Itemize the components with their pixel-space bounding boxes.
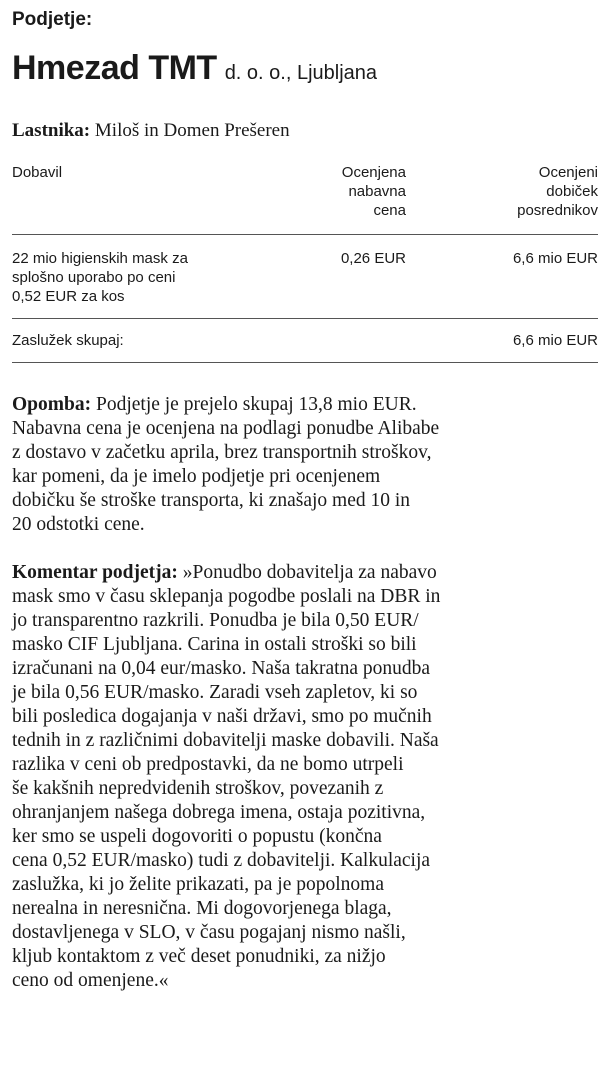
column-header-profit: Ocenjeni dobiček posrednikov xyxy=(517,164,598,219)
comment-line: ceno od omenjene.« xyxy=(12,970,169,991)
cell-price: 0,26 EUR xyxy=(272,235,406,319)
comment-line: je bila 0,56 EUR/masko. Zaradi vseh zapletov, ki so xyxy=(12,682,418,703)
comment-paragraph xyxy=(12,561,594,993)
comment-line: masko CIF Ljubljana. Carina in ostali stroški so bili xyxy=(12,634,417,655)
comment-line: nerealna in neresnična. Mi dogovorjenega blaga, xyxy=(12,898,392,919)
comment-line: kljub kontaktom z več deset ponudniki, za nižjo xyxy=(12,946,386,967)
cell-profit: 6,6 mio EUR xyxy=(406,235,598,319)
note-line: dobičku še stroške transporta, ki znašajo med 10 in xyxy=(12,490,411,511)
company-line xyxy=(12,48,598,95)
comment-line: mask smo v času sklepanja pogodbe poslali na DBR in xyxy=(12,586,441,607)
comment-line: dostavljenega v SLO, v času pogajanj nismo našli, xyxy=(12,922,406,943)
comment-line: razlika v ceni ob predpostavki, da ne bomo utrpeli xyxy=(12,754,404,775)
cell-supplier: 22 mio higienskih mask za splošno uporabo po ceni 0,52 EUR za kos xyxy=(12,235,272,319)
note-line: kar pomeni, da je imelo podjetje pri ocenjenem xyxy=(12,466,381,487)
note-paragraph xyxy=(12,393,594,537)
owners-label: Lastnika: xyxy=(12,120,91,141)
comment-line: še kakšnih nepredvidenih stroškov, povezanih z xyxy=(12,778,384,799)
total-spacer xyxy=(272,319,406,363)
total-value: 6,6 mio EUR xyxy=(406,319,598,363)
comment-line: zaslužka, ki jo želite prikazati, pa je popolnoma xyxy=(12,874,384,895)
column-header-price: Ocenjena nabavna cena xyxy=(341,164,406,219)
note-line: 20 odstotki cene. xyxy=(12,514,145,535)
section-label: Podjetje: xyxy=(12,9,93,30)
comment-label: Komentar podjetja: xyxy=(12,562,178,583)
note-line: Podjetje je prejelo skupaj 13,8 mio EUR. xyxy=(91,394,417,415)
supplier-table xyxy=(12,163,598,363)
company-suffix: d. o. o., Ljubljana xyxy=(224,62,378,84)
company-name: Hmezad TMT xyxy=(12,49,217,87)
note-line: z dostavo v začetku aprila, brez transportnih stroškov, xyxy=(12,442,432,463)
comment-line: cena 0,52 EUR/masko) tudi z dobavitelji. Kalkulacija xyxy=(12,850,431,871)
note-label: Opomba: xyxy=(12,394,92,415)
comment-line: »Ponudbo dobavitelja za nabavo xyxy=(177,562,437,583)
note-line: Nabavna cena je ocenjena na podlagi ponudbe Alibabe xyxy=(12,418,440,439)
table-row xyxy=(12,235,598,319)
comment-line: ker smo se uspeli dogovoriti o popustu (končna xyxy=(12,826,382,847)
table-header-row xyxy=(12,163,598,235)
comment-line: ohranjanjem našega dobrega imena, ostaja pozitivna, xyxy=(12,802,426,823)
column-header-supplier: Dobavil xyxy=(12,164,63,181)
table-total-row xyxy=(12,319,598,363)
comment-line: tednih in z različnimi dobavitelji maske dobavili. Naša xyxy=(12,730,439,751)
total-label: Zaslužek skupaj: xyxy=(12,319,272,363)
comment-line: bili posledica dogajanja v naši državi, smo po mučnih xyxy=(12,706,432,727)
owners-line xyxy=(12,119,598,143)
comment-line: izračunani na 0,04 eur/masko. Naša takratna ponudba xyxy=(12,658,431,679)
comment-line: jo transparentno razkrili. Ponudba je bila 0,50 EUR/ xyxy=(12,610,419,631)
owners-value: Miloš in Domen Prešeren xyxy=(94,120,290,141)
